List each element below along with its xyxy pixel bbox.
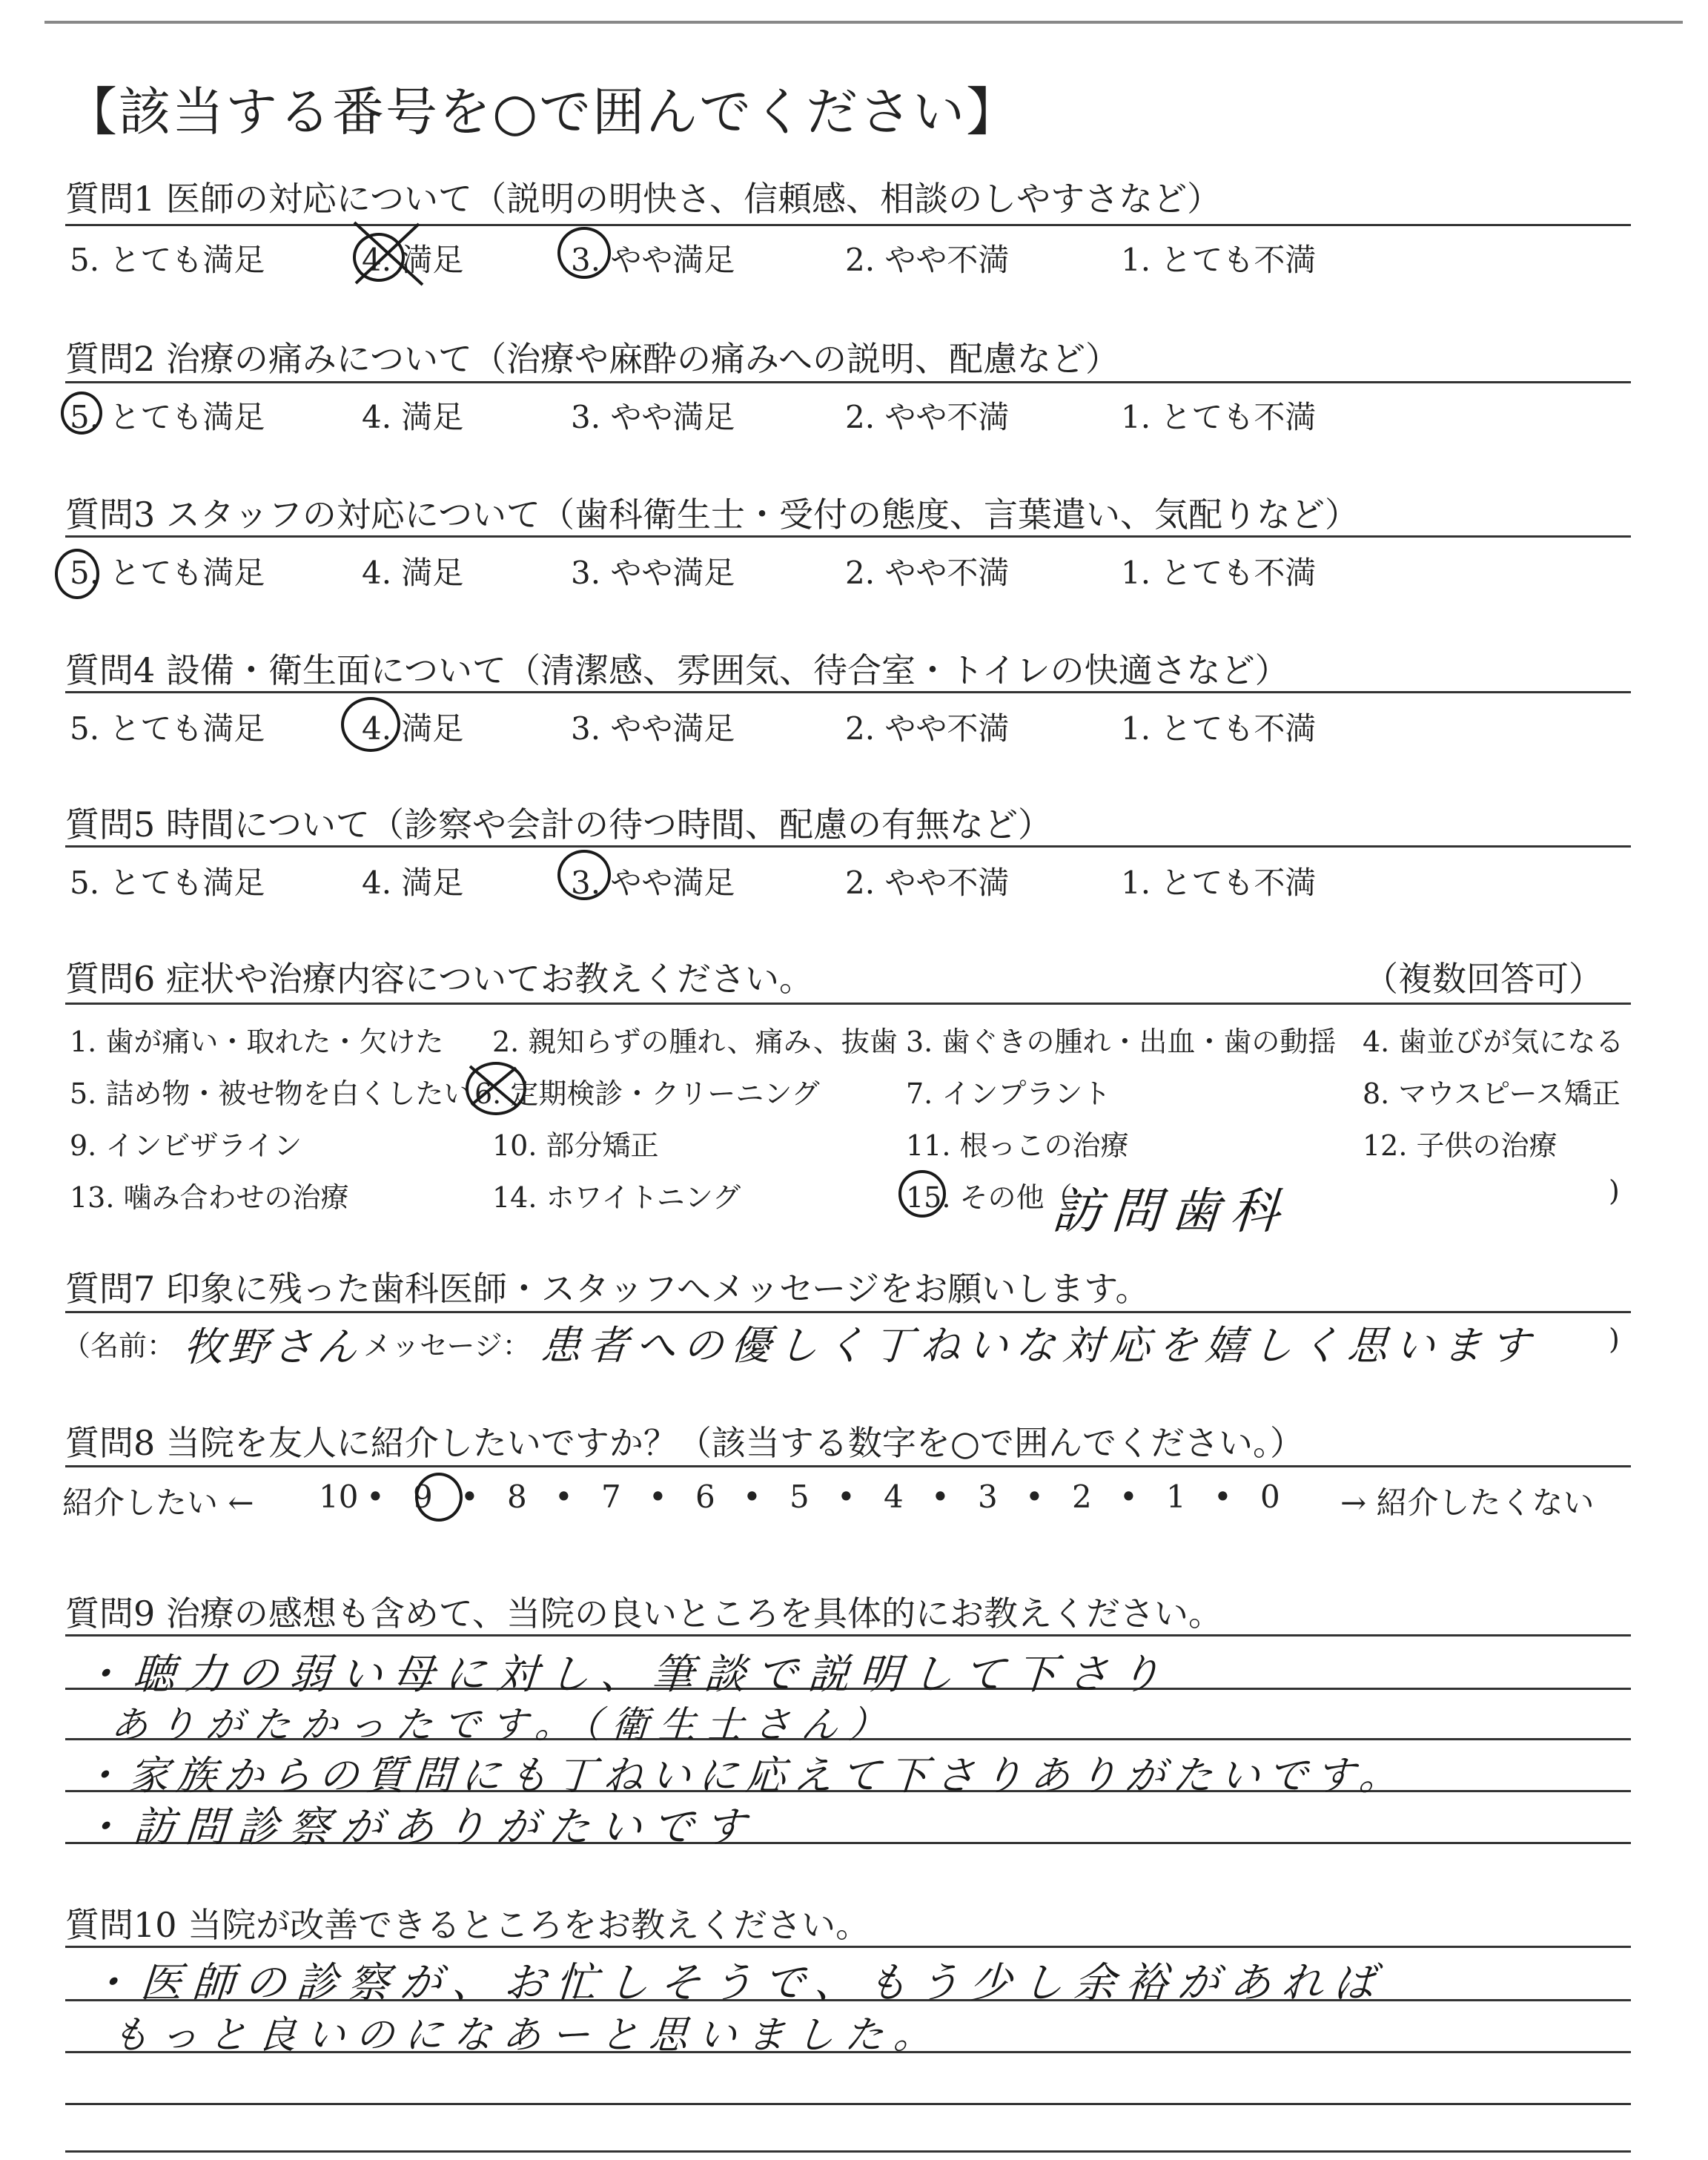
q6-option-14: 14. ホワイトニング <box>492 1181 741 1214</box>
question-2-title: 質問2 治療の痛みについて（治療や麻酔の痛みへの説明、配慮など） <box>65 339 1120 379</box>
question-1-title: 質問1 医師の対応について（説明の明快さ、信頼感、相談のしやすさなど） <box>65 179 1222 219</box>
page-top-edge <box>44 21 1683 24</box>
q8-scale-number: 3 <box>978 1479 998 1515</box>
q1-cross-mark <box>348 217 430 291</box>
q2-option-3: 3. やや満足 <box>571 399 735 435</box>
q8-scale-number: 6 <box>695 1479 715 1515</box>
q5-option-5: 5. とても満足 <box>70 865 265 901</box>
q4-option-4: 4. 満足 <box>362 710 464 747</box>
q8-left-label: 紹介したい ← <box>62 1484 254 1521</box>
q6-option-10: 10. 部分矯正 <box>492 1129 659 1162</box>
q8-scale-dot: • <box>1214 1479 1232 1515</box>
q3-option-5: 5. とても満足 <box>70 555 265 591</box>
q3-option-3: 3. やや満足 <box>571 555 735 591</box>
q8-scale-dot: • <box>931 1479 950 1515</box>
q4-option-1: 1. とても不満 <box>1121 710 1317 747</box>
q4-selected-circle-mark <box>341 697 400 752</box>
q2-option-1: 1. とても不満 <box>1121 399 1317 435</box>
q8-right-label: → 紹介したくない <box>1340 1484 1595 1521</box>
q8-scale-dot: • <box>649 1479 667 1515</box>
q8-scale-dot: • <box>366 1479 385 1515</box>
q6-option-3: 3. 歯ぐきの腫れ・出血・歯の動揺 <box>906 1025 1337 1058</box>
q1-option-4: 4. 満足 <box>362 242 464 278</box>
question-8-title: 質問8 当院を友人に紹介したいですか？（該当する数字を○で囲んでください。） <box>65 1423 1305 1463</box>
q6-option-6: 6. 定期検診・クリーニング <box>474 1077 820 1110</box>
q5-option-3: 3. やや満足 <box>571 865 735 901</box>
question-5-rule <box>65 845 1631 848</box>
q1-option-5: 5. とても満足 <box>70 242 265 278</box>
q6-option-11: 11. 根っこの治療 <box>906 1129 1129 1162</box>
q8-scale-dot: • <box>743 1479 761 1515</box>
question-6-title: 質問6 症状や治療内容についてお教えください。 <box>65 959 813 999</box>
question-3-title: 質問3 スタッフの対応について（歯科衛生士・受付の態度、言葉遣い、気配りなど） <box>65 495 1359 535</box>
question-8-rule <box>65 1465 1631 1467</box>
q10-line-4 <box>65 2103 1631 2105</box>
q8-scale-dot: • <box>837 1479 855 1515</box>
q1-selected-circle-mark <box>557 227 611 279</box>
q6-option-5: 5. 詰め物・被せ物を白くしたい <box>70 1077 472 1110</box>
q6-option-1: 1. 歯が痛い・取れた・欠けた <box>70 1025 444 1058</box>
q6-other-handwritten: 訪問歯科 <box>1050 1183 1292 1240</box>
question-7-title: 質問7 印象に残った歯科医師・スタッフへメッセージをお願いします。 <box>65 1269 1150 1309</box>
q8-scale-number: 0 <box>1260 1479 1280 1515</box>
q3-option-4: 4. 満足 <box>362 555 464 591</box>
q9-answer-line-3: ・家族からの質問にも丁ねいに応えて下さりありがたいです。 <box>79 1752 1409 1799</box>
q2-option-4: 4. 満足 <box>362 399 464 435</box>
q7-message-handwritten: 患者への優しく丁ねいな対応を嬉しく思います <box>539 1322 1539 1369</box>
question-1-rule <box>65 224 1631 226</box>
q3-option-1: 1. とても不満 <box>1121 555 1317 591</box>
q1-option-1: 1. とても不満 <box>1121 242 1317 278</box>
q10-answer-line-2: もっと良いのになあーと思いました。 <box>109 2013 944 2058</box>
q6-option-8: 8. マウスピース矯正 <box>1363 1077 1621 1110</box>
q7-name-handwritten: 牧野さん <box>182 1324 363 1370</box>
q8-scale-number: 2 <box>1072 1479 1092 1515</box>
q6-option-2: 2. 親知らずの腫れ、痛み、抜歯 <box>492 1025 898 1058</box>
question-10-title: 質問10 当院が改善できるところをお教えください。 <box>65 1905 870 1945</box>
q8-scale-number: 9 <box>413 1479 433 1515</box>
q9-answer-line-4: ・訪問診察がありがたいです <box>79 1803 758 1852</box>
question-5-title: 質問5 時間について（診察や会計の待つ時間、配慮の有無など） <box>65 805 1052 845</box>
q6-option-9: 9. インビザライン <box>70 1129 302 1162</box>
q8-scale-number: 1 <box>1166 1479 1186 1515</box>
q7-message-label: メッセージ： <box>363 1330 531 1362</box>
q9-line-1 <box>65 1634 1631 1636</box>
question-4-rule <box>65 691 1631 693</box>
q8-scale-number: 4 <box>884 1479 904 1515</box>
q5-option-1: 1. とても不満 <box>1121 865 1317 901</box>
q8-scale-number: 5 <box>790 1479 810 1515</box>
q10-line-1 <box>65 1946 1631 1948</box>
q2-option-5: 5. とても満足 <box>70 399 265 435</box>
q5-option-2: 2. やや不満 <box>845 865 1010 901</box>
question-6-rule <box>65 1003 1631 1005</box>
q3-option-2: 2. やや不満 <box>845 555 1010 591</box>
q6-option-4: 4. 歯並びが気になる <box>1363 1025 1624 1058</box>
question-9-title: 質問9 治療の感想も含めて、当院の良いところを具体的にお教えください。 <box>65 1593 1222 1634</box>
q8-scale-dot: • <box>460 1479 479 1515</box>
q6-option-7: 7. インプラント <box>906 1077 1111 1110</box>
q2-option-2: 2. やや不満 <box>845 399 1010 435</box>
q8-scale-dot: • <box>555 1479 573 1515</box>
q8-scale-number: 10 <box>319 1479 359 1515</box>
q8-scale-number: 7 <box>601 1479 621 1515</box>
page-title: 【該当する番号を○で囲んでください】 <box>65 82 1020 142</box>
q8-selected-circle-mark <box>415 1473 463 1522</box>
question-7-rule <box>65 1311 1631 1313</box>
q9-answer-line-2: ありがたかったです。（衛生士さん） <box>109 1703 898 1746</box>
q6-option-13: 13. 噛み合わせの治療 <box>70 1181 349 1214</box>
question-3-rule <box>65 535 1631 538</box>
q4-option-5: 5. とても満足 <box>70 710 265 747</box>
question-6-note: （複数回答可） <box>1364 959 1603 999</box>
q9-answer-line-1: ・聴力の弱い母に対し、筆談で説明して下さり <box>79 1651 1173 1699</box>
q5-selected-circle-mark <box>557 850 611 900</box>
q3-selected-circle-mark <box>55 549 99 599</box>
q2-selected-circle-mark <box>61 392 102 435</box>
q7-close-paren: ) <box>1609 1323 1620 1355</box>
q6-option-15-circle-mark <box>898 1170 946 1218</box>
q5-option-4: 4. 満足 <box>362 865 464 901</box>
q6-option-15-close: ) <box>1609 1175 1620 1207</box>
q10-answer-line-1: ・医師の診察が、お忙しそうで、もう少し余裕があれば <box>87 1959 1387 2007</box>
q6-option-12: 12. 子供の治療 <box>1363 1129 1558 1162</box>
q1-option-2: 2. やや不満 <box>845 242 1010 278</box>
question-4-title: 質問4 設備・衛生面について（清潔感、雰囲気、待合室・トイレの快適さなど） <box>65 650 1289 690</box>
q8-scale-dot: • <box>1119 1479 1138 1515</box>
q8-scale-dot: • <box>1025 1479 1044 1515</box>
q4-option-3: 3. やや満足 <box>571 710 735 747</box>
q10-line-5 <box>65 2150 1631 2153</box>
q6-option-15: 15. その他（ <box>906 1181 1073 1214</box>
q8-scale-number: 8 <box>507 1479 527 1515</box>
q6-option-6-cross-mark <box>463 1059 525 1114</box>
question-2-rule <box>65 381 1631 383</box>
q1-option-3: 3. やや満足 <box>571 242 735 278</box>
q7-name-label: （名前： <box>62 1330 176 1362</box>
q4-option-2: 2. やや不満 <box>845 710 1010 747</box>
